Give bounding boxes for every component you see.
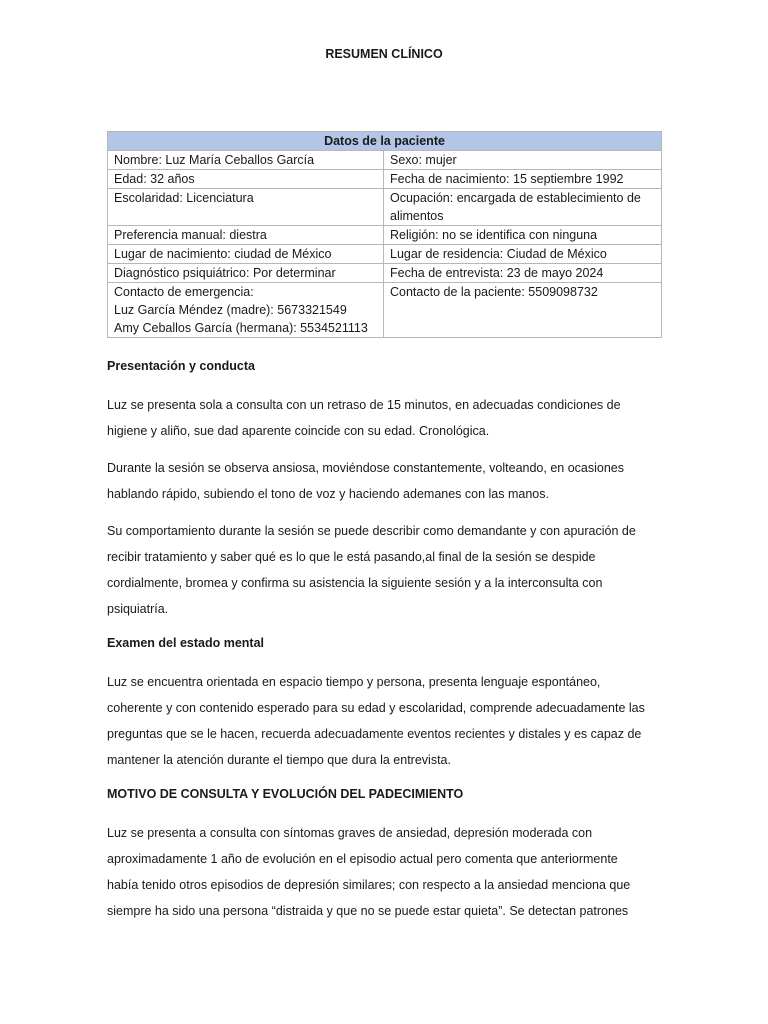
document-body	[107, 356, 652, 935]
table-row	[108, 226, 662, 245]
patient-interview-date-cell: Fecha de entrevista: 23 de mayo 2024	[384, 264, 662, 283]
table-row	[108, 245, 662, 264]
table-header-row	[108, 132, 662, 151]
patient-occupation-cell: Ocupación: encargada de establecimiento de alimentos	[384, 189, 662, 226]
emergency-contact-cell	[108, 283, 384, 338]
patient-name-cell: Nombre: Luz María Ceballos García	[108, 151, 384, 170]
section-heading-presentation: Presentación y conducta	[107, 359, 255, 373]
patient-education-cell: Escolaridad: Licenciatura	[108, 189, 384, 226]
paragraph: Su comportamiento durante la sesión se puede describir como demandante y con apuración de recibir tratamiento y saber qué es lo que le está pasando,al final de la sesión se despide cordialmente, bromea y confirma su asistencia la siguiente sesión y a la interconsulta con psiquiatría.	[107, 524, 636, 616]
patient-residence-cell: Lugar de residencia: Ciudad de México	[384, 245, 662, 264]
patient-birthdate-cell: Fecha de nacimiento: 15 septiembre 1992	[384, 170, 662, 189]
section-heading-mental-exam: Examen del estado mental	[107, 636, 265, 650]
patient-contact-cell: Contacto de la paciente: 5509098732	[384, 283, 662, 338]
emergency-contact-label: Contacto de emergencia:	[114, 285, 254, 299]
patient-data-table	[107, 131, 662, 338]
paragraph: Durante la sesión se observa ansiosa, moviéndose constantemente, volteando, en ocasiones hablando rápido, subiendo el tono de voz y haciendo ademanes con las manos.	[107, 461, 624, 501]
table-row	[108, 189, 662, 226]
table-row	[108, 283, 662, 338]
table-row	[108, 151, 662, 170]
emergency-contact-sister: Amy Ceballos García (hermana): 5534521113	[114, 321, 368, 335]
paragraph: Luz se encuentra orientada en espacio tiempo y persona, presenta lenguaje espontáneo, coherente y con contenido esperado para su edad y escolaridad, comprende adecuadamente las preguntas que se le hacen, recuerda adecuadamente eventos recientes y distales y es capaz de mantener la atención durante el tiempo que dura la entrevista.	[107, 675, 645, 767]
patient-diagnosis-cell: Diagnóstico psiquiátrico: Por determinar	[108, 264, 384, 283]
table-header: Datos de la paciente	[108, 132, 662, 151]
patient-religion-cell: Religión: no se identifica con ninguna	[384, 226, 662, 245]
table-row	[108, 170, 662, 189]
document-title: RESUMEN CLÍNICO	[325, 47, 443, 61]
paragraph: Luz se presenta sola a consulta con un retraso de 15 minutos, en adecuadas condiciones de higiene y aliño, sue dad aparente coincide con su edad. Cronológica.	[107, 398, 621, 438]
section-heading-reason: MOTIVO DE CONSULTA Y EVOLUCIÓN DEL PADECIMIENTO	[107, 787, 464, 801]
patient-sex-cell: Sexo: mujer	[384, 151, 662, 170]
patient-age-cell: Edad: 32 años	[108, 170, 384, 189]
patient-birthplace-cell: Lugar de nacimiento: ciudad de México	[108, 245, 384, 264]
emergency-contact-mother: Luz García Méndez (madre): 5673321549	[114, 303, 347, 317]
paragraph: Luz se presenta a consulta con síntomas graves de ansiedad, depresión moderada con aproximadamente 1 año de evolución en el episodio actual pero comenta que anteriormente había tenido otros episodios de depresión similares; con respecto a la ansiedad menciona que siempre ha sido una persona “distraida y que no se puede estar quieta”. Se detectan patrones	[107, 826, 631, 918]
patient-handedness-cell: Preferencia manual: diestra	[108, 226, 384, 245]
table-row	[108, 264, 662, 283]
